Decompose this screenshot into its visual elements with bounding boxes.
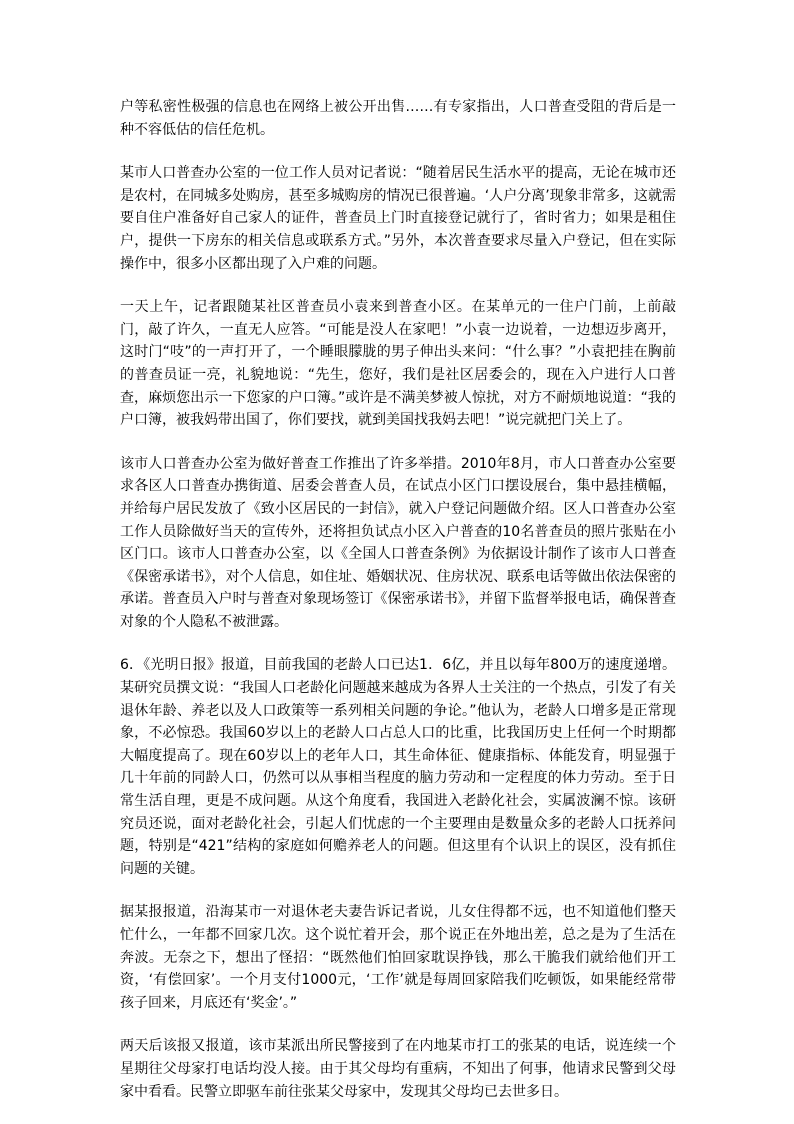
paragraph-3: 一天上午，记者跟随某社区普查员小袁来到普查小区。在某单元的一住户门前，上前敲门，敲了许久，一直无人应答。“可能是没人在家吧！”小袁一边说着，一边想迈步离开，这时门“吱”的一声打开了，一个睡眼朦胧的男子伸出头来问：“什么事？”小袁把挂在胸前的普查员证一亮，礼貌地说：“先生，您好，我们是社区居委会的，现在入户进行人口普查，麻烦您出示一下您家的户口簿。”或许是不满美梦被人惊扰，对方不耐烦地说道：“我的户口簿，被我妈带出国了，你们要找，就到美国找我妈去吧！”说完就把门关上了。: [120, 299, 676, 429]
paragraph-1: 户等私密性极强的信息也在网络上被公开出售……有专家指出，人口普查受阻的背后是一种不容低估的信任危机。: [120, 99, 676, 138]
paragraph-5: 6．《光明日报》报道，目前我国的老龄人口已达1．6亿，并且以每年800万的速度递增。某研究员撰文说：“我国人口老龄化问题越来越成为各界人士关注的一个热点，引发了有关退休年龄、养老以及人口政策等一系列相关问题的争论。”他认为，老龄人口增多是正常现象，不必惊恐。我国60岁以上的老龄人口占总人口的比重，比我国历史上任何一个时期都大幅度提高了。现在60岁以上的老年人口，其生命体征、健康指标、体能发育，明显强于几十年前的同龄人口，仍然可以从事相当程度的脑力劳动和一定程度的体力劳动。至于日常生活自理，更是不成问题。从这个角度看，我国进入老龄化社会，实属波澜不惊。该研究员还说，面对老龄化社会，引起人们忧虑的一个主要理由是数量众多的老龄人口抚养问题，特别是“421”结构的家庭如何赡养老人的问题。但这里有个认识上的误区，没有抓住问题的关键。: [120, 657, 676, 877]
paragraph-2: 某市人口普查办公室的一位工作人员对记者说：“随着居民生活水平的提高，无论在城市还是农村，在同城多处购房，甚至多城购房的情况已很普遍。‘人户分离’现象非常多，这就需要自住户准备好自己家人的证件，普查员上门时直接登记就行了，省时省力；如果是租住户，提供一下房东的相关信息或联系方式。”另外，本次普查要求尽量入户登记，但在实际操作中，很多小区都出现了入户难的问题。: [120, 165, 676, 272]
paragraph-4: 该市人口普查办公室为做好普查工作推出了许多举措。2010年8月，市人口普查办公室要求各区人口普查办携街道、居委会普查人员，在试点小区门口摆设展台，集中悬挂横幅，并给每户居民发放了《致小区居民的一封信》，就入户登记问题做介绍。区人口普查办公室工作人员除做好当天的宣传外，还将担负试点小区入户普查的10名普查员的照片张贴在小区门口。该市人口普查办公室，以《全国人口普查条例》为依据设计制作了该市人口普查《保密承诺书》，对个人信息，如住址、婚姻状况、住房状况、联系电话等做出依法保密的承诺。普查员入户时与普查对象现场签订《保密承诺书》，并留下监督举报电话，确保普查对象的个人隐私不被泄露。: [120, 455, 676, 630]
paragraph-6: 据某报报道，沿海某市一对退休老夫妻告诉记者说，儿女住得都不远，也不知道他们整天忙什么，一年都不回家几次。这个说忙着开会，那个说正在外地出差，总之是为了生活在奔波。无奈之下，想出了怪招：“既然他们怕回家耽误挣钱，那么干脆我们就给他们开工资，‘有偿回家’。一个月支付1000元，‘工作’就是每周回家陪我们吃顿饭，如果能经常带孩子回来，月底还有‘奖金’。”: [120, 904, 676, 1011]
paragraph-7: 两天后该报又报道，该市某派出所民警接到了在内地某市打工的张某的电话，说连续一个星期往父母家打电话均没人接。由于其父母均有重病，不知出了何事，他请求民警到父母家中看看。民警立即驱车前往张某父母家中，发现其父母均已去世多日。: [120, 1038, 676, 1100]
document-body: [120, 96, 676, 1124]
